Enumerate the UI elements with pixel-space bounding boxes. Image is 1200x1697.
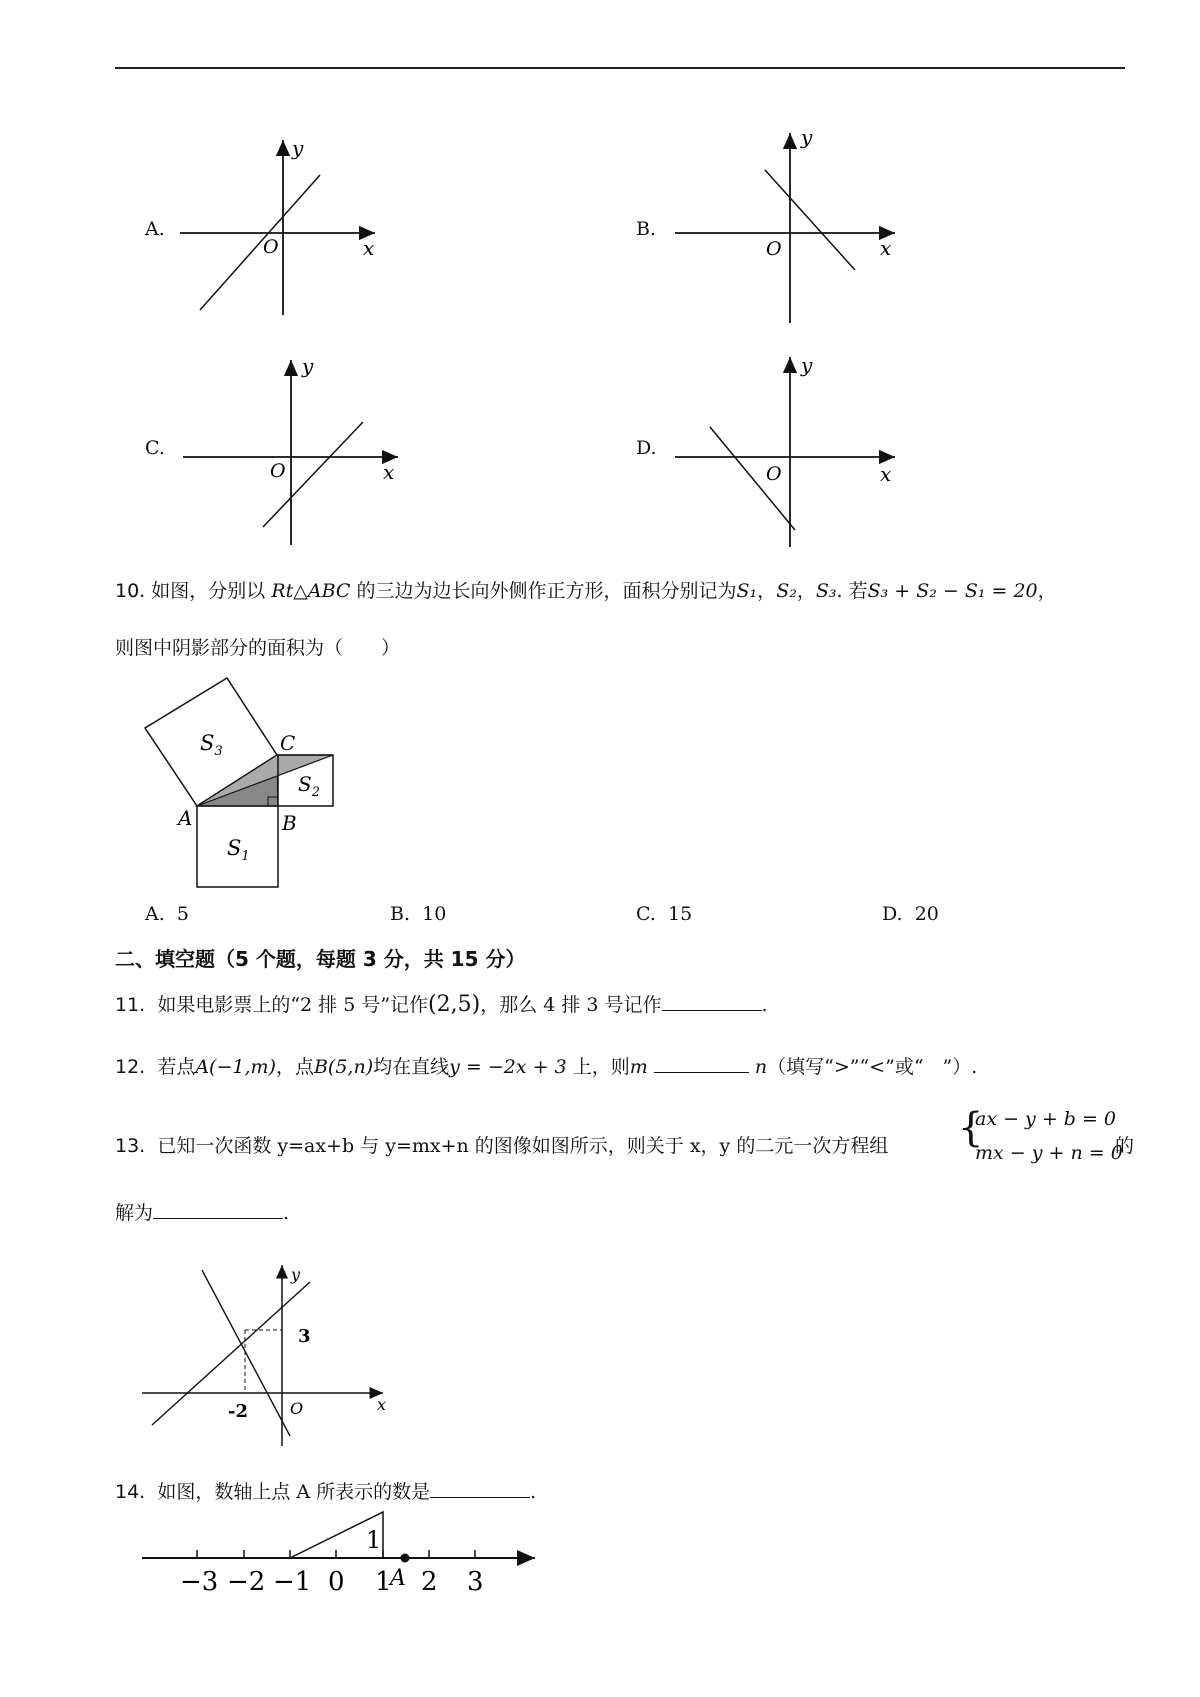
label-s3: $S_3$ <box>200 731 223 759</box>
q10-end-comma: ， <box>1037 580 1057 602</box>
q9-option-c-label: C. <box>145 437 165 459</box>
q11-text-b: ，那么 4 排 3 号记作 <box>480 994 662 1016</box>
x-label: x <box>880 236 892 260</box>
q13-number: 13. <box>115 1135 146 1157</box>
x-label: x <box>377 1395 387 1414</box>
q10-text-c: . 若 <box>836 580 868 602</box>
y-label: y <box>801 353 813 377</box>
q12-text-d: 上，则 <box>572 1056 630 1078</box>
q10-sep1: ， <box>757 580 777 602</box>
q10-s2: S₂ <box>776 580 797 602</box>
q11 <box>115 990 768 1017</box>
q13-eq2: mx − y + n = 0 <box>975 1142 1123 1164</box>
origin-label: O <box>263 236 279 258</box>
q12-text-e: （填写“>”“<”或“ ”）. <box>767 1056 978 1078</box>
tick-label: 0 <box>328 1567 345 1595</box>
point-a-label: A <box>390 1566 406 1591</box>
x-label: x <box>880 462 892 486</box>
q10-line1 <box>115 576 1057 603</box>
label-a: A <box>178 806 193 830</box>
q12-line-equation: y = −2x + 3 <box>449 1056 567 1078</box>
q13-eq1: ax − y + b = 0 <box>975 1108 1117 1130</box>
tick-label: 1 <box>375 1567 392 1595</box>
q10-s3: S₃ <box>815 580 837 602</box>
q10-s1: S₁ <box>736 580 758 602</box>
q12-number: 12. <box>115 1056 146 1078</box>
y-label: y <box>801 128 813 149</box>
q9-graph-a <box>175 135 395 320</box>
q14-number: 14. <box>115 1481 146 1503</box>
triangle-side-label: 1 <box>366 1526 382 1554</box>
q10-rt-triangle: Rt△ABC <box>271 580 351 602</box>
q10-text-a: 如图，分别以 <box>151 580 266 602</box>
q10-figure <box>135 668 350 893</box>
q10-choice-b: B. 10 <box>390 903 447 925</box>
point-a-dot <box>401 1554 410 1563</box>
origin-label: O <box>766 238 782 260</box>
origin-label: O <box>766 463 782 485</box>
q11-coord: (2,5) <box>428 992 481 1017</box>
x-label: x <box>383 460 395 484</box>
value-neg2-label: -2 <box>228 1401 248 1422</box>
q10-choice-c: C. 15 <box>636 903 693 925</box>
function-line <box>710 427 795 530</box>
q12-point-a: A(−1,m) <box>195 1056 276 1078</box>
y-label: y <box>292 136 304 160</box>
q12-text-c: 均在直线 <box>373 1056 450 1078</box>
q9-graph-c <box>178 355 408 550</box>
label-s1: $S_1$ <box>227 836 250 864</box>
tick-label: −2 <box>227 1567 266 1595</box>
q11-answer-blank[interactable] <box>662 992 762 1011</box>
q13-text-b: 的 <box>1115 1135 1135 1157</box>
origin-label: O <box>290 1399 304 1418</box>
q13-figure <box>140 1260 400 1450</box>
section2-heading: 二、填空题（5 个题，每题 3 分，共 15 分） <box>115 947 526 971</box>
q12 <box>115 1052 977 1079</box>
label-s2: $S_2$ <box>298 772 320 800</box>
q13-line2-text: 解为 <box>115 1202 154 1224</box>
function-line <box>200 175 320 310</box>
tick-label: 2 <box>421 1567 438 1595</box>
q13-system-brace: { <box>958 1105 984 1151</box>
q10-choice-a: A. 5 <box>145 903 189 925</box>
q13-line1 <box>115 1131 888 1158</box>
q12-answer-blank[interactable] <box>654 1054 749 1073</box>
q14-end: . <box>530 1481 537 1503</box>
q11-end: . <box>761 994 768 1016</box>
y-label: y <box>302 355 314 378</box>
q9-graph-b <box>670 128 900 328</box>
origin-label: O <box>270 460 286 482</box>
q9-option-a-label: A. <box>145 218 165 240</box>
tick-label: −1 <box>273 1567 312 1595</box>
q9-option-b-label: B. <box>636 218 657 240</box>
value-3-label: 3 <box>298 1326 311 1347</box>
q12-n: n <box>754 1056 768 1078</box>
q10-sep2: ， <box>796 580 816 602</box>
q10-choice-d: D. 20 <box>882 903 939 925</box>
q13-line2 <box>115 1198 289 1225</box>
q12-text-b: ，点 <box>275 1056 314 1078</box>
q13-answer-blank[interactable] <box>153 1200 283 1219</box>
label-b: B <box>282 811 297 835</box>
q10-line2: 则图中阴影部分的面积为（ ） <box>115 637 401 659</box>
label-c: C <box>280 731 296 755</box>
q12-text-a: 若点 <box>157 1056 196 1078</box>
q14-answer-blank[interactable] <box>430 1479 530 1498</box>
q14-text: 如图，数轴上点 A 所表示的数是 <box>157 1481 431 1503</box>
x-label: x <box>363 236 375 260</box>
q13-text-a: 已知一次函数 y=ax+b 与 y=mx+n 的图像如图所示，则关于 x，y 的二元一次方程组 <box>157 1135 889 1157</box>
y-label: y <box>291 1265 301 1284</box>
q14-number-line <box>140 1500 550 1595</box>
page-top-rule <box>115 67 1125 69</box>
q9-graph-d <box>670 352 900 552</box>
q10-number: 10. <box>115 580 146 602</box>
q12-m: m <box>629 1056 648 1078</box>
q11-text-a: 如果电影票上的“2 排 5 号”记作 <box>157 994 429 1016</box>
q10-equation: S₃ + S₂ − S₁ = 20 <box>867 580 1038 602</box>
tick-label: −3 <box>180 1567 219 1595</box>
tick-label: 3 <box>467 1567 484 1595</box>
q13-end: . <box>283 1202 290 1224</box>
q11-number: 11. <box>115 994 146 1016</box>
q12-point-b: B(5,n) <box>313 1056 374 1078</box>
q10-text-b: 的三边为边长向外侧作正方形，面积分别记为 <box>356 580 737 602</box>
q9-option-d-label: D. <box>636 437 657 459</box>
